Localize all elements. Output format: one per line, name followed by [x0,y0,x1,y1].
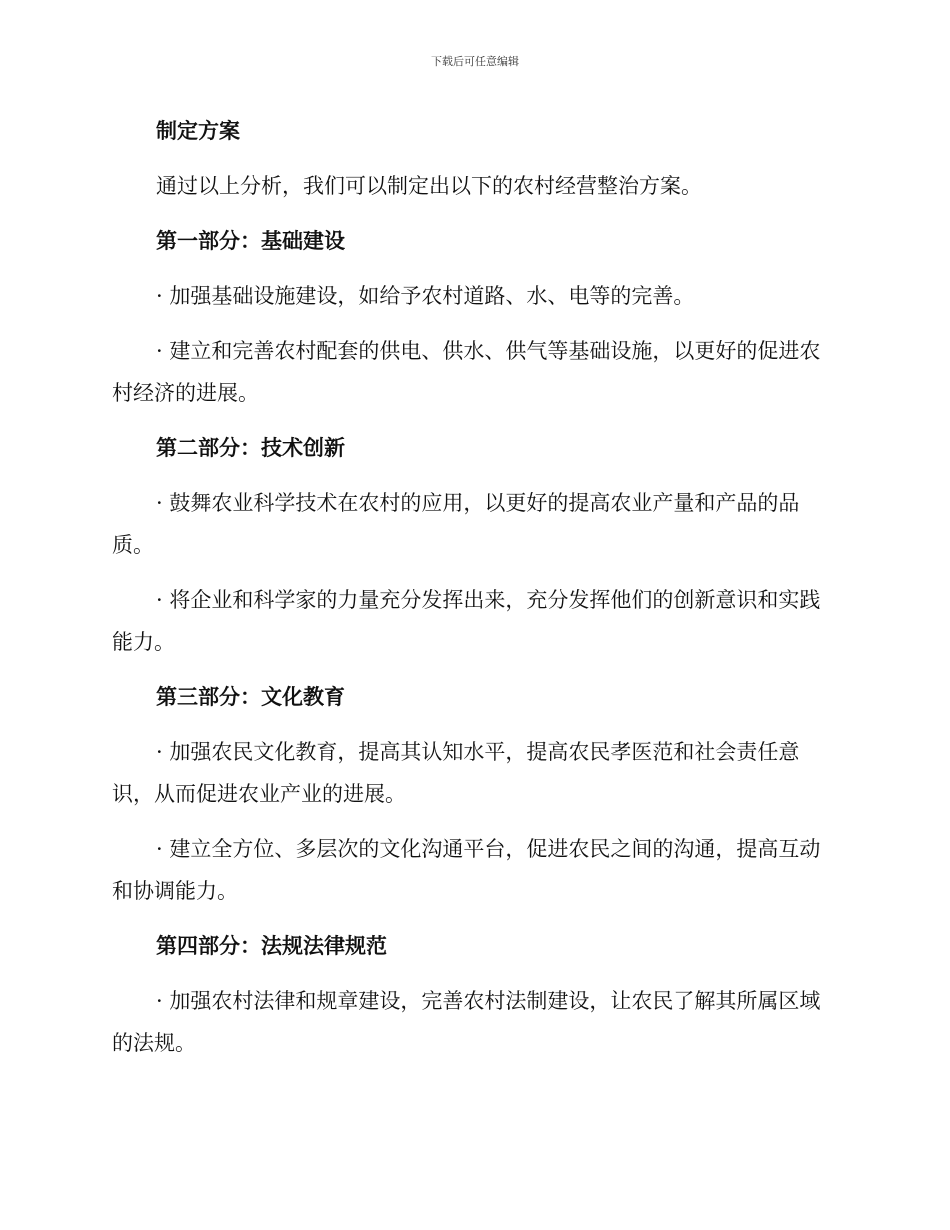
bullet-paragraph: · 加强农民文化教育，提高其认知水平，提高农民孝医范和社会责任意识，从而促进农业产业的进展。 [112,740,800,806]
paragraph: 通过以上分析，我们可以制定出以下的农村经营整治方案。 [156,174,702,198]
bullet-paragraph: · 鼓舞农业科学技术在农村的应用，以更好的提高农业产量和产品的品质。 [112,491,800,557]
section-heading: 制定方案 [156,118,240,143]
section-heading: 第三部分：文化教育 [156,684,345,709]
document-body [112,110,824,1064]
section-heading: 第一部分：基础建设 [156,228,345,253]
section-heading: 第二部分：技术创新 [156,435,345,460]
bullet-paragraph: · 加强农村法律和规章建设，完善农村法制建设，让农民了解其所属区域的法规。 [112,989,821,1055]
bullet-paragraph: · 建立全方位、多层次的文化沟通平台，促进农民之间的沟通，提高互动和协调能力。 [112,837,821,903]
bullet-paragraph: · 加强基础设施建设，如给予农村道路、水、电等的完善。 [156,284,695,308]
bullet-paragraph: · 建立和完善农村配套的供电、供水、供气等基础设施，以更好的促进农村经济的进展。 [112,339,821,405]
page-header: 下载后可任意编辑 [431,55,519,68]
bullet-paragraph: · 将企业和科学家的力量充分发挥出来，充分发挥他们的创新意识和实践能力。 [112,588,821,654]
section-heading: 第四部分：法规法律规范 [156,933,387,958]
